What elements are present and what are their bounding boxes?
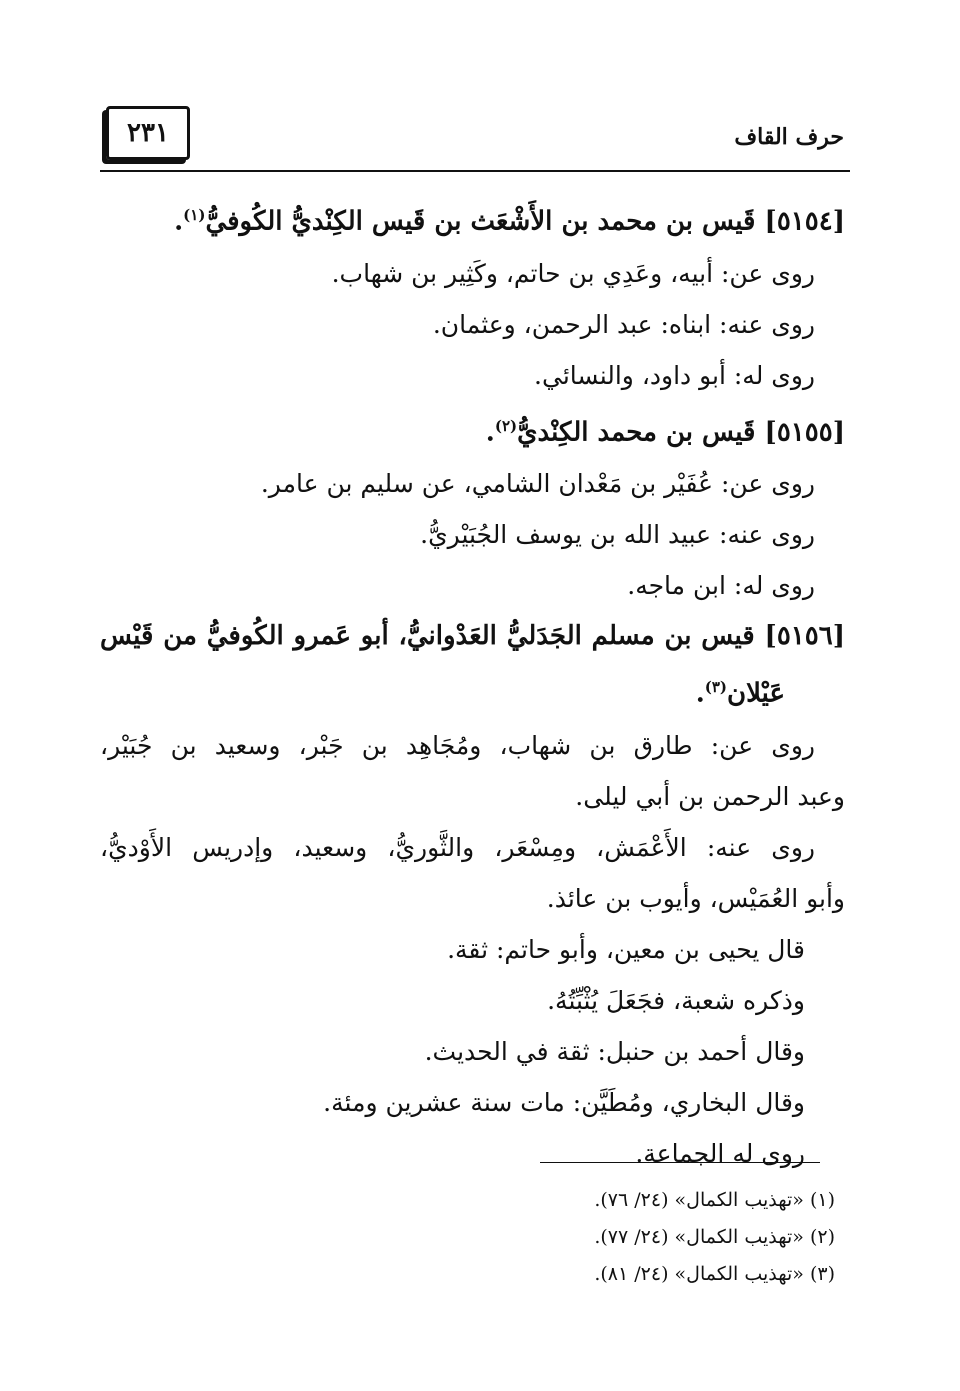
narrated-from: روى عن: أبيه، وعَدِي بن حاتم، وكَثِير بن شهاب. [331,258,815,288]
page-body [100,190,845,1179]
narrated-for: روى له: ابن ماجه. [627,571,815,601]
footnote-item: (٣) «تهذيب الكمال» (٢٤/ ٨١). [594,1263,835,1285]
narrated-from: روى عن: طارق بن شهاب، ومُجَاهِد بن جَبْر، وسعيد بن جُبَيْر، [100,730,815,760]
header-divider [100,170,850,172]
footnotes [335,1182,835,1293]
narrated-from-cont: وعبد الرحمن بن أبي ليلى. [575,781,845,811]
page-number: ٢٣١ [106,106,190,160]
entry-heading-5156: [٥١٥٦] قيس بن مسلم الجَدَليُّ العَدْوانيُّ، أبو عَمرو الكُوفيُّ من قَيْس [100,621,845,652]
saying: وقال أحمد بن حنبل: ثقة في الحديث. [424,1036,805,1066]
saying: وذكره شعبة، فجَعَلَ يُثْبِّتُهُ. [547,985,805,1015]
saying: قال يحيى بن معين، وأبو حاتم: ثقة. [447,934,805,964]
entry-heading-5155: [٥١٥٥] قَيس بن محمد الكِنْديُّ$^{(٢)}$. [485,416,845,448]
narrated-by: روى عنه: ابناه: عبد الرحمن، وعثمان. [432,309,815,339]
footnote-item: (٢) «تهذيب الكمال» (٢٤/ ٧٧). [594,1226,835,1248]
footnote-ref: (٣) [704,678,728,697]
page-header [100,104,850,174]
narrated-by-cont: وأبو العُمَيْس، وأيوب بن عائذ. [546,883,845,913]
entry-heading-5156-cont: عَيْلان$^{(٣)}$. [695,678,785,709]
saying: وقال البخاري، ومُطَيَّن: مات سنة عشرين ومئة. [323,1087,805,1117]
saying: روى له الجماعة. [635,1138,805,1168]
narrated-by: روى عنه: الأَعْمَش، ومِسْعَر، والثَّوريُّ، وسعيد، وإدريس الأَوْديُّ، [100,832,815,862]
narrated-by: روى عنه: عبيد الله بن يوسف الجُبَيْريُّ. [420,520,815,550]
footnote-ref: (١) [183,206,206,224]
narrated-from: روى عن: عُفَيْر بن مَعْدان الشامي، عن سليم بن عامر. [260,469,815,499]
narrated-for: روى له: أبو داود، والنسائي. [534,360,815,390]
chapter-title: حرف القاف [734,124,844,150]
entry-heading-5154: [٥١٥٤] قَيس بن محمد بن الأَشْعَث بن قَيس الكِنْديُّ الكُوفيُّ$^{(١)}$. [174,206,845,237]
footnote-ref: (٢) [494,416,518,435]
footnote-item: (١) «تهذيب الكمال» (٢٤/ ٧٦). [594,1189,835,1211]
footnote-divider [540,1162,820,1163]
